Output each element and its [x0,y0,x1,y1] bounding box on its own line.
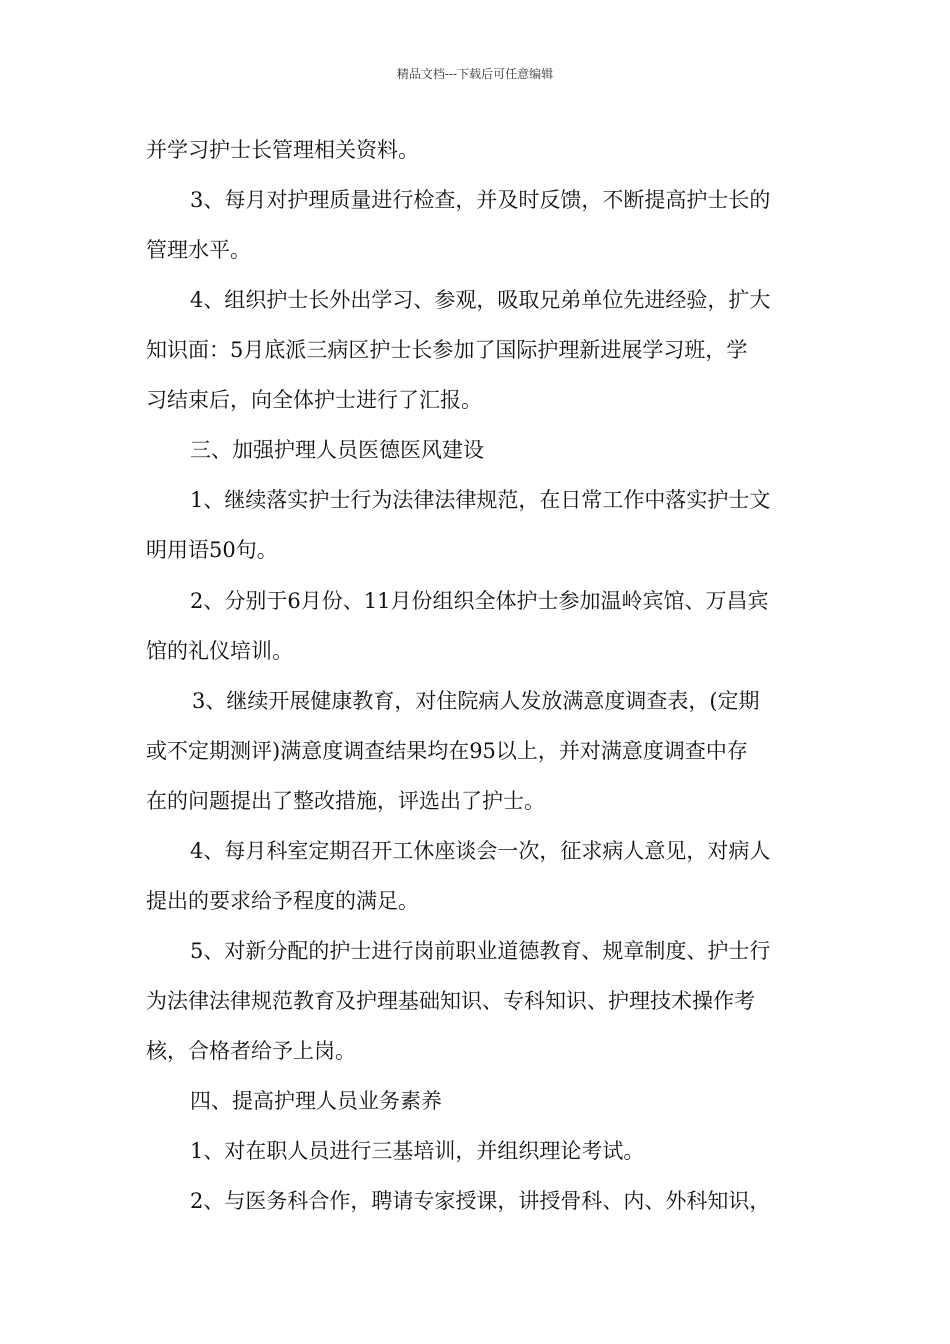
text-line: 2、分别于6月份、11月份组织全体护士参加温岭宾馆、万昌宾 [190,589,769,613]
text-line: 3、继续开展健康教育，对住院病人发放满意度调查表，(定期 [192,689,760,713]
text-line: 1、继续落实护士行为法律法律规范，在日常工作中落实护士文 [190,488,771,512]
text-line: 5、对新分配的护士进行岗前职业道德教育、规章制度、护士行 [190,939,771,963]
text-line: 知识面：5月底派三病区护士长参加了国际护理新进展学习班，学 [146,338,748,362]
text-line: 或不定期测评)满意度调查结果均在95以上，并对满意度调查中存 [146,739,748,763]
text-line: 并学习护士长管理相关资料。 [146,138,419,162]
text-line: 4、组织护士长外出学习、参观，吸取兄弟单位先进经验，扩大 [190,288,771,312]
text-line: 明用语50句。 [146,538,278,562]
text-line: 提出的要求给予程度的满足。 [146,889,419,913]
text-line: 2、与医务科合作，聘请专家授课，讲授骨科、内、外科知识， [190,1189,771,1213]
section-heading: 四、提高护理人员业务素养 [190,1089,442,1113]
text-line: 为法律法律规范教育及护理基础知识、专科知识、护理技术操作考 [146,989,755,1013]
text-line: 1、对在职人员进行三基培训，并组织理论考试。 [190,1139,645,1163]
text-line: 在的问题提出了整改措施，评选出了护士。 [146,789,545,813]
text-line: 习结束后，向全体护士进行了汇报。 [146,388,482,412]
text-line: 管理水平。 [146,238,251,262]
section-heading: 三、加强护理人员医德医风建设 [190,438,484,462]
text-line: 4、每月科室定期召开工休座谈会一次，征求病人意见，对病人 [190,839,771,863]
text-line: 核，合格者给予上岗。 [146,1039,356,1063]
text-line: 馆的礼仪培训。 [146,639,293,663]
page-header: 精品文档---下载后可任意编辑 [396,67,554,81]
text-line: 3、每月对护理质量进行检查，并及时反馈，不断提高护士长的 [190,188,771,212]
